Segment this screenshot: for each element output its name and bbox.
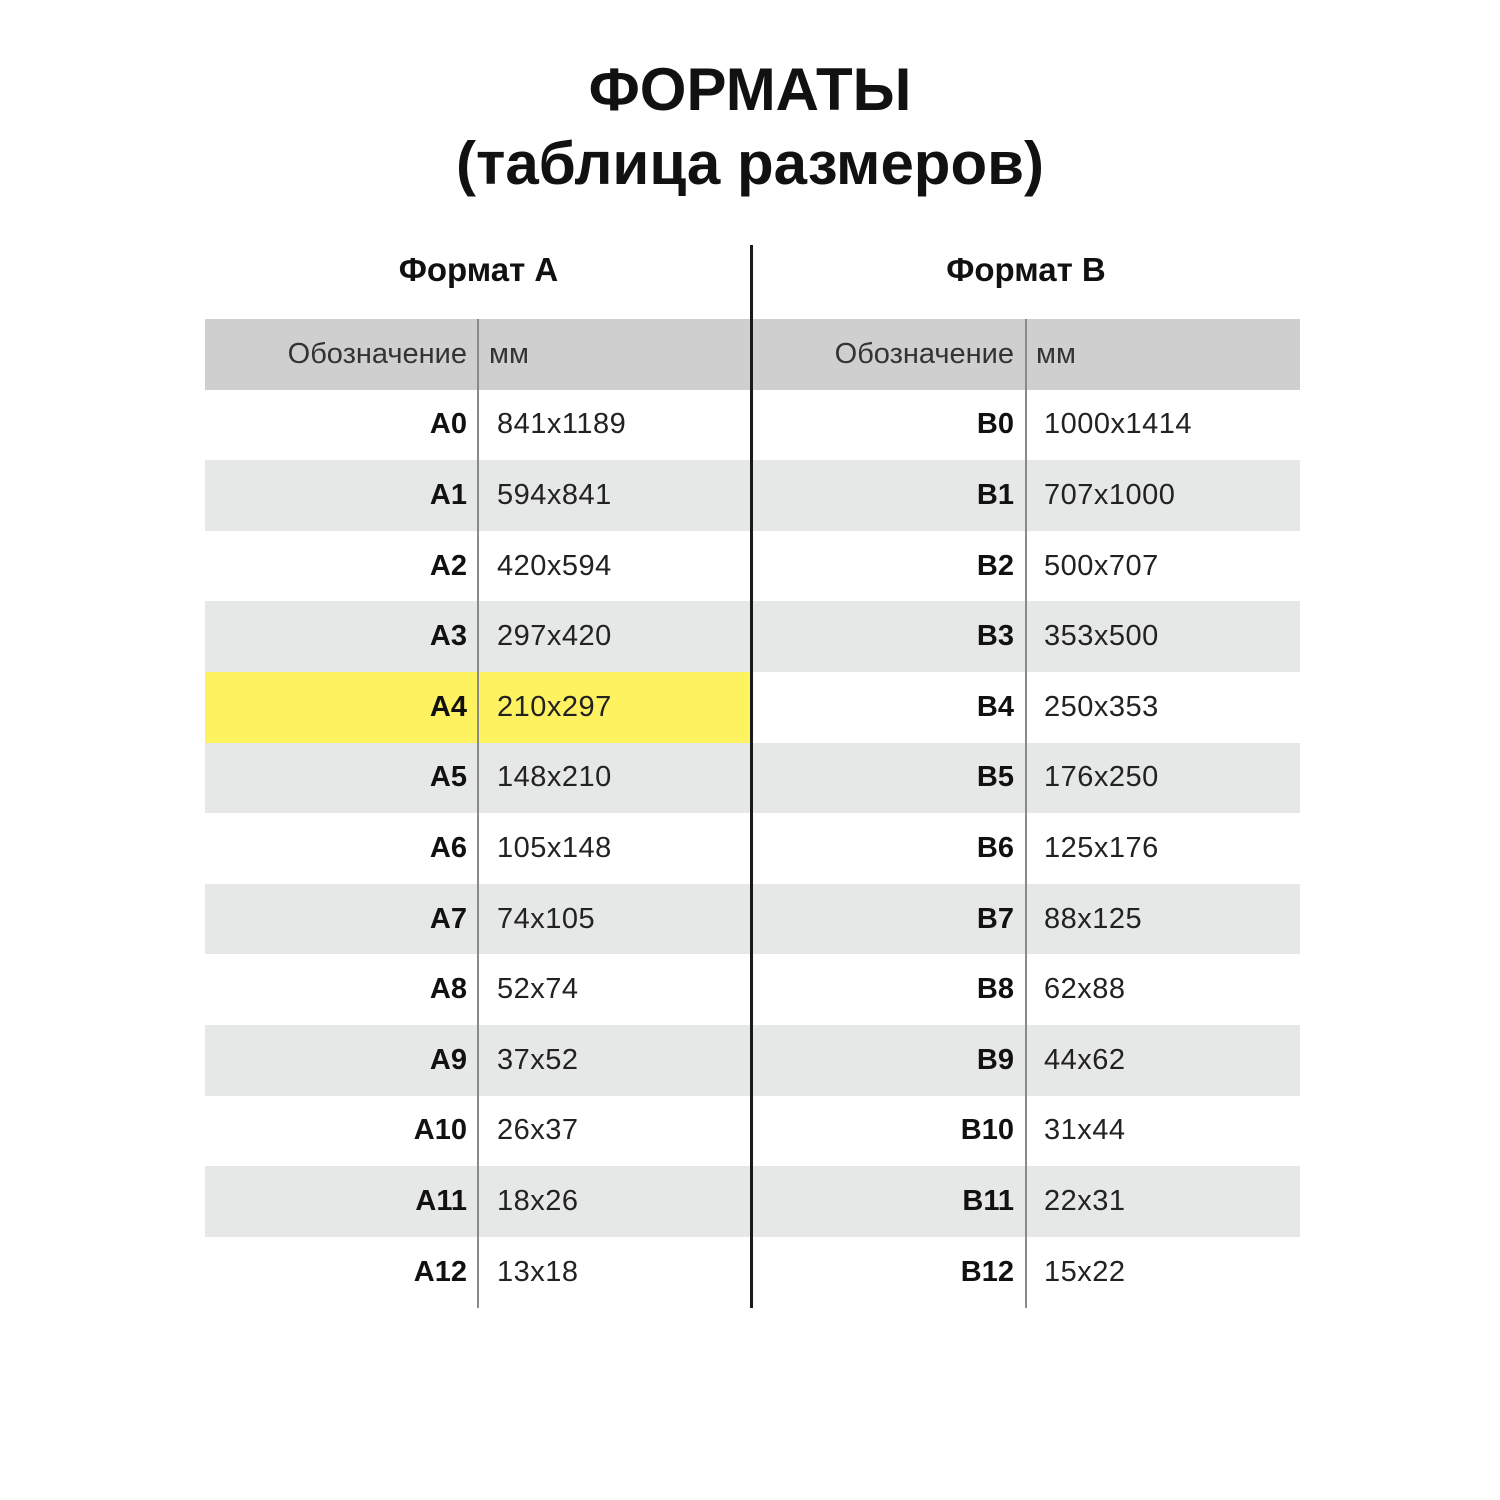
size-mm-b: 1000x1414 [1044,408,1193,441]
size-mm-b: 707x1000 [1044,478,1176,511]
size-mm-b: 44x62 [1044,1043,1126,1076]
designation-a: А4 [205,672,479,743]
designation-a: А9 [429,1043,467,1076]
size-mm-a: 26x37 [497,1114,579,1147]
column-divider-a [477,319,479,1308]
designation-b: В4 [976,690,1014,723]
designation-b: В12 [960,1255,1014,1288]
designation-a: А6 [429,831,467,864]
column-header-designation-b: Обозначение [834,337,1014,370]
size-mm-a: 594x841 [497,478,612,511]
format-b-heading: Формат В [946,251,1106,288]
size-mm-a: 148x210 [497,761,612,794]
format-a-heading: Формат А [398,251,559,288]
designation-a: А3 [429,620,467,653]
size-mm-a: 105x148 [497,831,612,864]
designation-a: А10 [413,1114,467,1147]
designation-a: А2 [429,549,467,582]
size-mm-a: 210x297 [479,672,752,743]
size-mm-a: 13x18 [497,1255,579,1288]
column-header-designation-a: Обозначение [287,337,467,370]
column-divider-b [1025,319,1027,1308]
size-mm-b: 125x176 [1044,831,1159,864]
designation-a: А8 [429,973,467,1006]
size-mm-b: 250x353 [1044,690,1159,723]
group-divider [750,245,753,1308]
column-header-mm-a: мм [489,337,529,370]
size-mm-b: 353x500 [1044,620,1159,653]
designation-b: В8 [976,973,1014,1006]
designation-b: В2 [976,549,1014,582]
size-mm-b: 176x250 [1044,761,1159,794]
size-mm-a: 297x420 [497,620,612,653]
size-mm-b: 88x125 [1044,902,1143,935]
designation-b: В9 [976,1043,1014,1076]
designation-a: А7 [429,902,467,935]
size-mm-b: 22x31 [1044,1184,1126,1217]
designation-a: А11 [415,1184,467,1217]
designation-b: В6 [976,831,1014,864]
designation-b: В0 [976,408,1014,441]
designation-a: А5 [429,761,467,794]
size-mm-a: 74x105 [497,902,596,935]
designation-b: В1 [976,478,1014,511]
size-mm-a: 18x26 [497,1184,579,1217]
page-title: ФОРМАТЫ [588,56,912,123]
size-mm-b: 15x22 [1044,1255,1126,1288]
designation-a: А12 [413,1255,467,1288]
size-mm-a: 52x74 [497,973,579,1006]
designation-b: В5 [976,761,1014,794]
size-mm-b: 62x88 [1044,973,1126,1006]
designation-b: В10 [960,1114,1014,1147]
designation-b: В11 [962,1184,1014,1217]
size-mm-a: 420x594 [497,549,612,582]
size-mm-a: 841x1189 [497,408,627,441]
designation-a: А0 [429,408,467,441]
size-mm-b: 500x707 [1044,549,1159,582]
size-mm-a: 37x52 [497,1043,579,1076]
designation-b: В7 [976,902,1014,935]
designation-a: А1 [429,478,467,511]
column-header-mm-b: мм [1036,337,1076,370]
designation-b: В3 [976,620,1014,653]
size-mm-b: 31x44 [1044,1114,1126,1147]
page-subtitle: (таблица размеров) [456,130,1044,197]
